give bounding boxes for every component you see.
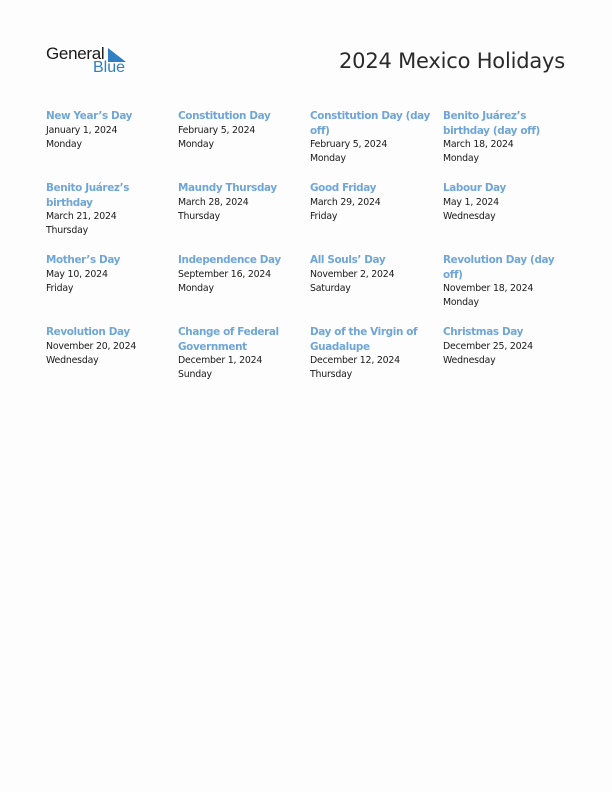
- holiday-date: February 5, 2024: [310, 139, 388, 150]
- holiday-name: Constitution Day: [178, 110, 271, 122]
- holiday-date: March 29, 2024: [310, 196, 381, 208]
- holiday-name: Change of Federal Government: [178, 326, 279, 353]
- holiday-item: [178, 109, 302, 152]
- holiday-weekday: Friday: [310, 210, 338, 222]
- holiday-item: [46, 109, 170, 152]
- holiday-item: [178, 253, 302, 296]
- holiday-item: [310, 253, 434, 296]
- holiday-item: [310, 181, 434, 224]
- holiday-item: [46, 181, 170, 238]
- holiday-date: December 1, 2024: [178, 355, 263, 366]
- holiday-date: May 1, 2024: [443, 196, 499, 208]
- holiday-date: November 2, 2024: [310, 268, 395, 280]
- holiday-name: New Year’s Day: [46, 110, 133, 122]
- holiday-weekday: Monday: [443, 153, 479, 164]
- holiday-name: Revolution Day: [46, 326, 130, 338]
- holiday-name: All Souls’ Day: [310, 254, 386, 266]
- holiday-weekday: Monday: [443, 297, 479, 308]
- holiday-weekday: Wednesday: [443, 210, 496, 222]
- holiday-date: March 21, 2024: [46, 211, 117, 222]
- holiday-item: [443, 109, 567, 166]
- holiday-item: [443, 181, 567, 224]
- holiday-name: Independence Day: [178, 254, 281, 266]
- holiday-row: [46, 325, 576, 397]
- holiday-item: [310, 325, 434, 382]
- holiday-item: [443, 325, 567, 368]
- holiday-date: December 12, 2024: [310, 355, 400, 366]
- logo-text-blue: Blue: [93, 59, 126, 76]
- page-title: 2024 Mexico Holidays: [339, 49, 565, 73]
- holiday-name: Christmas Day: [443, 326, 524, 338]
- holiday-name: Day of the Virgin of Guadalupe: [310, 326, 418, 353]
- holiday-date: May 10, 2024: [46, 268, 108, 280]
- holiday-weekday: Sunday: [178, 369, 212, 380]
- holiday-item: [178, 325, 302, 382]
- holiday-row: [46, 109, 576, 181]
- holiday-row: [46, 181, 576, 253]
- holiday-date: March 28, 2024: [178, 196, 249, 208]
- holiday-weekday: Friday: [46, 282, 74, 294]
- holiday-row: [46, 253, 576, 325]
- holiday-date: November 18, 2024: [443, 283, 534, 294]
- holiday-date: December 25, 2024: [443, 340, 533, 352]
- holiday-weekday: Thursday: [178, 210, 220, 222]
- holiday-item: [46, 253, 170, 296]
- holiday-name: Maundy Thursday: [178, 182, 277, 194]
- holiday-name: Mother’s Day: [46, 254, 121, 266]
- holiday-weekday: Wednesday: [443, 354, 496, 366]
- holiday-name: Good Friday: [310, 182, 377, 194]
- holiday-date: January 1, 2024: [46, 124, 118, 136]
- holiday-name: Revolution Day (day off): [443, 254, 555, 281]
- holiday-weekday: Monday: [178, 138, 214, 150]
- holiday-date: February 5, 2024: [178, 124, 256, 136]
- holiday-weekday: Monday: [178, 282, 214, 294]
- logo-text-general: General: [46, 44, 105, 63]
- holiday-item: [178, 181, 302, 224]
- holiday-item: [310, 109, 434, 166]
- holiday-name: Benito Juárez’s birthday (day off): [443, 110, 540, 137]
- holiday-name: Constitution Day (day off): [310, 110, 430, 137]
- holiday-item: [46, 325, 170, 368]
- holiday-weekday: Monday: [310, 153, 346, 164]
- holiday-weekday: Monday: [46, 138, 82, 150]
- holiday-date: November 20, 2024: [46, 340, 137, 352]
- holiday-weekday: Wednesday: [46, 354, 99, 366]
- holiday-name: Benito Juárez’s birthday: [46, 182, 130, 209]
- holiday-date: March 18, 2024: [443, 139, 514, 150]
- holiday-weekday: Saturday: [310, 282, 351, 294]
- holiday-weekday: Thursday: [46, 225, 88, 236]
- holiday-grid: [46, 109, 576, 397]
- holiday-date: September 16, 2024: [178, 268, 271, 280]
- holiday-weekday: Thursday: [310, 369, 352, 380]
- generalblue-logo: [46, 44, 136, 78]
- holiday-name: Labour Day: [443, 182, 506, 194]
- holiday-item: [443, 253, 567, 310]
